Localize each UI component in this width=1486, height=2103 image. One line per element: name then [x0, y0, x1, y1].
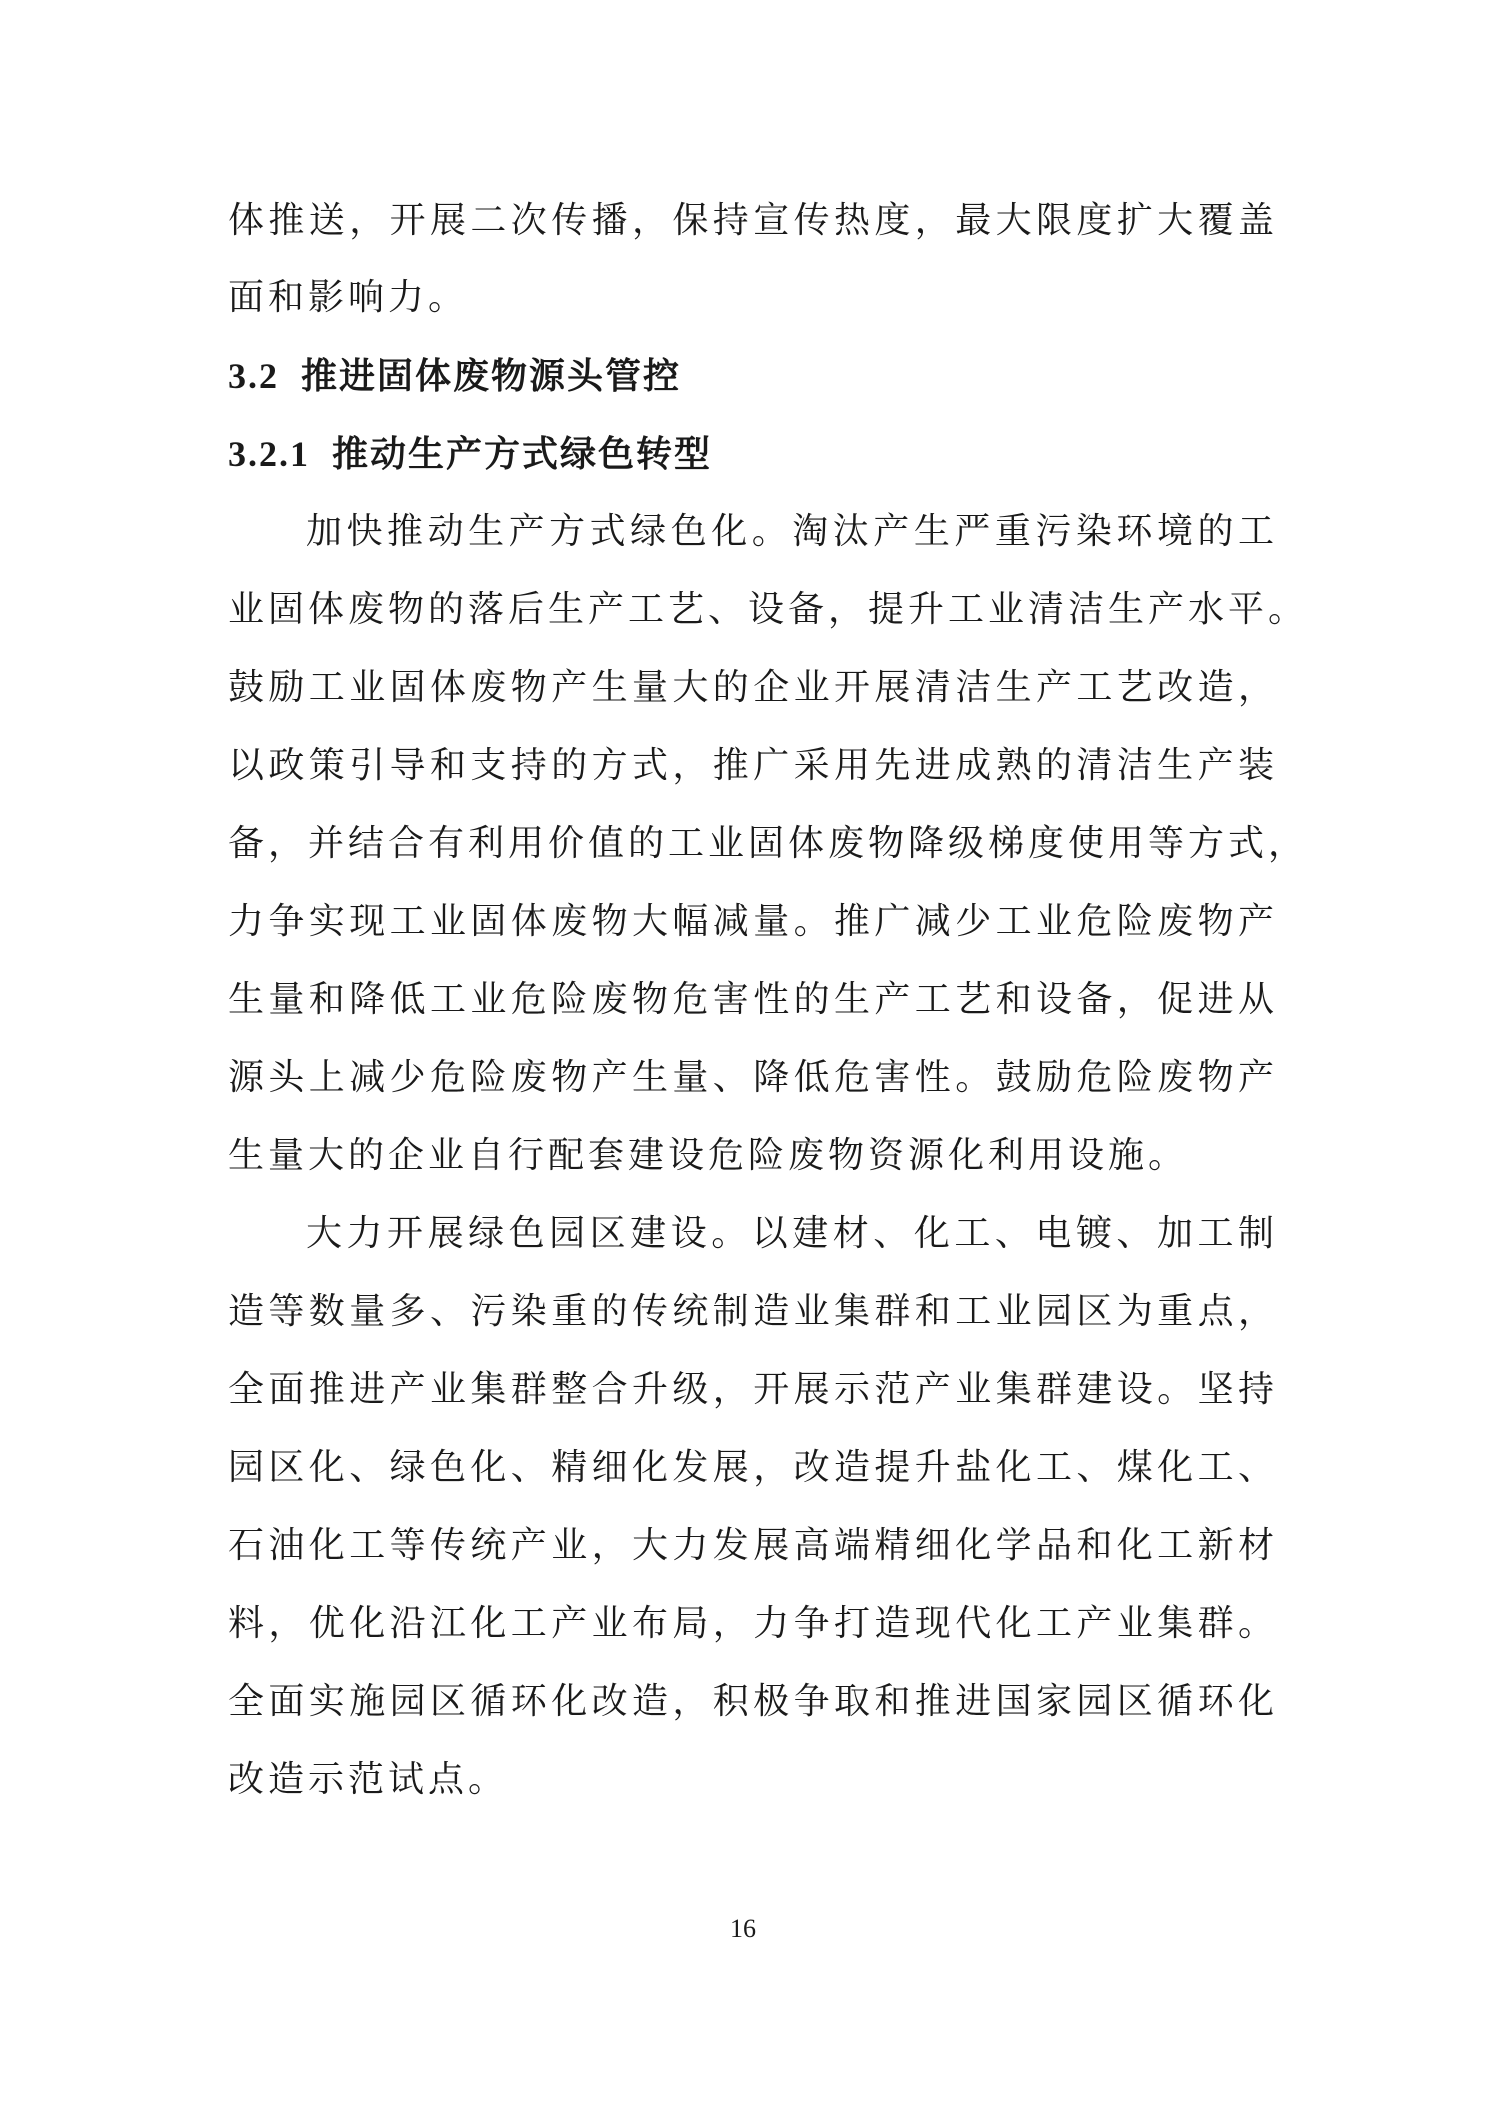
body-line: 面和影响力。 — [228, 277, 469, 318]
body-line: 以政策引导和支持的方式，推广采用先进成熟的清洁生产装 — [228, 745, 1278, 786]
body-line: 生量大的企业自行配套建设危险废物资源化利用设施。 — [228, 1135, 1189, 1176]
body-line: 备，并结合有利用价值的工业固体废物降级梯度使用等方式， — [228, 823, 1309, 864]
body-line: 造等数量多、污染重的传统制造业集群和工业园区为重点， — [228, 1291, 1278, 1332]
body-line: 鼓励工业固体废物产生量大的企业开展清洁生产工艺改造， — [228, 667, 1278, 708]
body-line: 生量和降低工业危险废物危害性的生产工艺和设备，促进从 — [228, 979, 1278, 1020]
subsection-title: 推动生产方式绿色转型 — [332, 433, 713, 475]
body-line: 全面实施园区循环化改造，积极争取和推进国家园区循环化 — [228, 1681, 1278, 1722]
body-line: 石油化工等传统产业，大力发展高端精细化学品和化工新材 — [228, 1525, 1278, 1566]
body-line: 全面推进产业集群整合升级，开展示范产业集群建设。坚持 — [228, 1369, 1278, 1410]
section-title: 推进固体废物源头管控 — [301, 355, 682, 397]
body-line: 大力开展绿色园区建设。以建材、化工、电镀、加工制 — [306, 1213, 1278, 1254]
body-line: 加快推动生产方式绿色化。淘汰产生严重污染环境的工 — [306, 511, 1278, 552]
body-line: 力争实现工业固体废物大幅减量。推广减少工业危险废物产 — [228, 901, 1278, 942]
body-line: 体推送，开展二次传播，保持宣传热度，最大限度扩大覆盖 — [228, 200, 1278, 241]
section-heading — [228, 352, 681, 400]
body-line: 源头上减少危险废物产生量、降低危害性。鼓励危险废物产 — [228, 1057, 1278, 1098]
body-line: 园区化、绿色化、精细化发展，改造提升盐化工、煤化工、 — [228, 1447, 1278, 1488]
body-line: 改造示范试点。 — [228, 1759, 509, 1800]
subsection-number: 3.2.1 — [228, 434, 310, 474]
section-number: 3.2 — [228, 356, 279, 396]
page-number: 16 — [730, 1914, 756, 1943]
subsection-heading — [228, 430, 712, 478]
body-line: 业固体废物的落后生产工艺、设备，提升工业清洁生产水平。 — [228, 589, 1309, 630]
body-line: 料，优化沿江化工产业布局，力争打造现代化工产业集群。 — [228, 1603, 1278, 1644]
